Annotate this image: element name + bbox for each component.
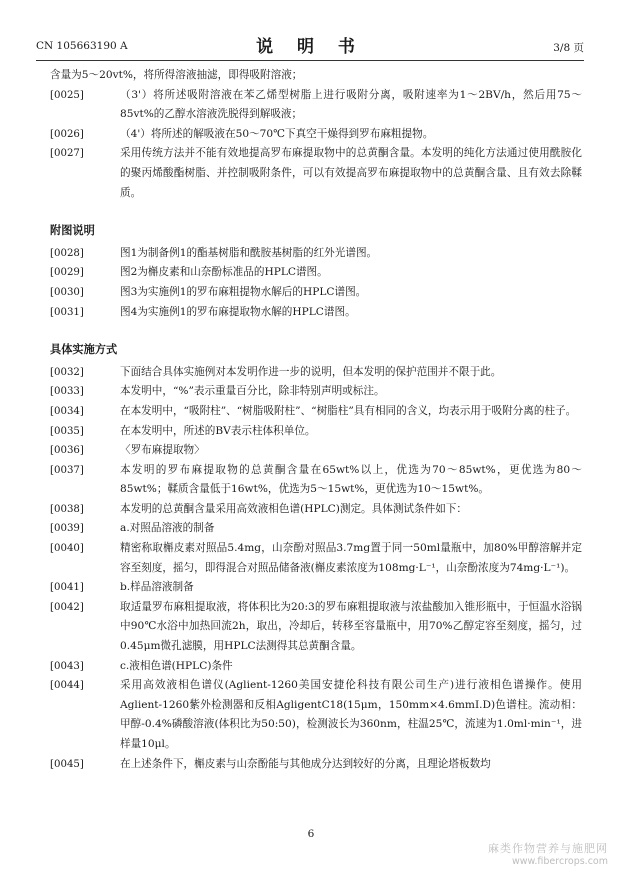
- watermark-title: 麻类作物营养与施肥网: [488, 842, 608, 855]
- paragraph-0036: [50, 441, 582, 461]
- paragraph-number: [0034]: [50, 405, 84, 417]
- page-number: 6: [307, 828, 315, 840]
- paragraph-text: 下面结合具体实施例对本发明作进一步的说明，但本发明的保护范围并不限于此。: [120, 365, 502, 378]
- paragraph-text: 图4为实施例1的罗布麻提取物水解的HPLC谱图。: [120, 305, 356, 318]
- paragraph-0035: [50, 422, 582, 442]
- paragraph-text: 本发明中，“%”表示重量百分比，除非特别声明或标注。: [120, 385, 385, 398]
- page-count: 3/8 页: [553, 42, 584, 54]
- section-heading-embodiments: 具体实施方式: [50, 342, 118, 357]
- paragraph-text: 采用传统方法并不能有效地提高罗布麻提取物中的总黄酮含量。本发明的纯化方法通过使用酰胺化的聚丙烯酸酯树脂、并控制吸附条件，可以有效提高罗布麻提取物中的总黄酮含量、且有效去除鞣质。: [120, 147, 582, 199]
- paragraph-text: 精密称取槲皮素对照品5.4mg，山奈酚对照品3.7mg置于同一50ml量瓶中，加80%甲醇溶解并定容至刻度，摇匀，即得混合对照品储备液(槲皮素浓度为108mg·L⁻¹，山奈酚浓度为74mg·L⁻¹)。: [120, 542, 582, 574]
- site-watermark: [488, 840, 608, 867]
- header-rule: [36, 60, 584, 61]
- paragraph-number: [0030]: [50, 286, 84, 298]
- paragraph-text: 图2为槲皮素和山奈酚标准品的HPLC谱图。: [120, 266, 328, 279]
- paragraph-text: 在本发明中，所述的BV表示柱体积单位。: [120, 424, 316, 437]
- paragraph-number: [0033]: [50, 386, 84, 398]
- watermark-url: www.fibercrops.com: [511, 856, 608, 867]
- paragraph-text: 本发明的总黄酮含量采用高效液相色谱(HPLC)测定。具体测试条件如下：: [120, 502, 467, 515]
- paragraph-0038: [50, 500, 582, 520]
- paragraph-number: [0035]: [50, 425, 84, 437]
- paragraph-0032: [50, 363, 582, 383]
- paragraph-number: [0025]: [50, 89, 84, 101]
- paragraph-number: [0040]: [50, 543, 84, 555]
- paragraph-number: [0036]: [50, 445, 84, 457]
- paragraph-text: 在上述条件下，槲皮素与山奈酚能与其他成分达到较好的分离，且理论塔板数均: [120, 757, 491, 770]
- paragraph-0045: [50, 755, 582, 775]
- paragraph-text: 〈罗布麻提取物〉: [120, 444, 205, 457]
- paragraph-text: 图1为制备例1的酯基树脂和酰胺基树脂的红外光谱图。: [120, 246, 378, 259]
- paragraph-0025: [50, 86, 582, 125]
- paragraph-text: （4'）将所述的解吸液在50～70℃下真空干燥得到罗布麻粗提物。: [120, 127, 434, 140]
- document-body: [50, 66, 582, 774]
- paragraph-number: [0043]: [50, 660, 84, 672]
- paragraph-text: 取适量罗布麻粗提取液，将体积比为20:3的罗布麻粗提取液与浓盐酸加入锥形瓶中，于恒温水浴锅中90℃水浴中加热回流2h，取出，冷却后，转移至容量瓶中，用70%乙醇定容至刻度，摇匀，过0.45μm微孔滤膜，用HPLC法测得其总黄酮含量。: [120, 600, 582, 653]
- paragraph-number: [0041]: [50, 582, 84, 594]
- paragraph-0027: [50, 144, 582, 203]
- paragraph-0037: [50, 461, 582, 500]
- section-heading-figures: 附图说明: [50, 223, 95, 238]
- paragraph-0030: [50, 283, 582, 303]
- paragraph-0039: [50, 519, 582, 539]
- page-header: [36, 28, 584, 60]
- paragraph-number: [0026]: [50, 128, 84, 140]
- paragraph-number: [0029]: [50, 267, 84, 279]
- paragraph-text: a.对照品溶液的制备: [120, 522, 215, 535]
- paragraph-number: [0044]: [50, 680, 84, 692]
- paragraph-0044: [50, 676, 582, 754]
- paragraph-0042: [50, 598, 582, 657]
- paragraph-0043: [50, 657, 582, 677]
- paragraph-text: 本发明的罗布麻提取物的总黄酮含量在65wt%以上，优选为70～85wt%，更优选为80～85wt%；鞣质含量低于16wt%，优选为5～15wt%，更优选为10～15wt%。: [120, 463, 582, 496]
- paragraph-text: 含量为5～20vt%，将所得溶液抽滤，即得吸附溶液；: [50, 69, 303, 81]
- paragraph-text: 采用高效液相色谱仪(Aglient-1260美国安捷伦科技有限公司生产)进行液相色谱操作。使用Aglient-1260紫外检测器和反相AgligentC18(15μm，150mm×4.6mmI.D)色谱柱。流动相：甲醇-0.4%磷酸溶液(体积比为50:50)，检测波长为360nm，柱温25℃，流速为1.0ml·min⁻¹，进样量10μl。: [120, 679, 582, 750]
- paragraph-0028: [50, 244, 582, 264]
- paragraph-text: c.液相色谱(HPLC)条件: [120, 659, 233, 672]
- paragraph-0040: [50, 539, 582, 578]
- paragraph-text: 在本发明中，“吸附柱”、“树脂吸附柱”、“树脂柱”具有相同的含义，均表示用于吸附分离的柱子。: [120, 404, 577, 417]
- paragraph-text: （3'）将所述吸附溶液在苯乙烯型树脂上进行吸附分离，吸附速率为1～2BV/h，然后用75～85vt%的乙醇水溶液洗脱得到解吸液；: [120, 88, 582, 121]
- paragraph-number: [0039]: [50, 523, 84, 535]
- paragraph-number: [0037]: [50, 464, 84, 476]
- paragraph-number: [0032]: [50, 366, 84, 378]
- paragraph-number: [0042]: [50, 601, 84, 613]
- paragraph-number: [0045]: [50, 758, 84, 770]
- document-title: 说 明 书: [256, 37, 364, 57]
- paragraph-text: 图3为实施例1的罗布麻粗提物水解后的HPLC谱图。: [120, 285, 367, 298]
- paragraph-number: [0027]: [50, 148, 84, 160]
- paragraph-text: b.样品溶液制备: [120, 581, 194, 594]
- paragraph-0034: [50, 402, 582, 422]
- paragraph-0031: [50, 303, 582, 323]
- paragraph-0033: [50, 382, 582, 402]
- publication-number: CN 105663190 A: [36, 40, 128, 52]
- paragraph-0026: [50, 125, 582, 145]
- paragraph-number: [0038]: [50, 503, 84, 515]
- paragraph-number: [0028]: [50, 247, 84, 259]
- paragraph-number: [0031]: [50, 306, 84, 318]
- paragraph-0029: [50, 263, 582, 283]
- paragraph-0041: [50, 578, 582, 598]
- paragraph-continuation: [50, 66, 582, 86]
